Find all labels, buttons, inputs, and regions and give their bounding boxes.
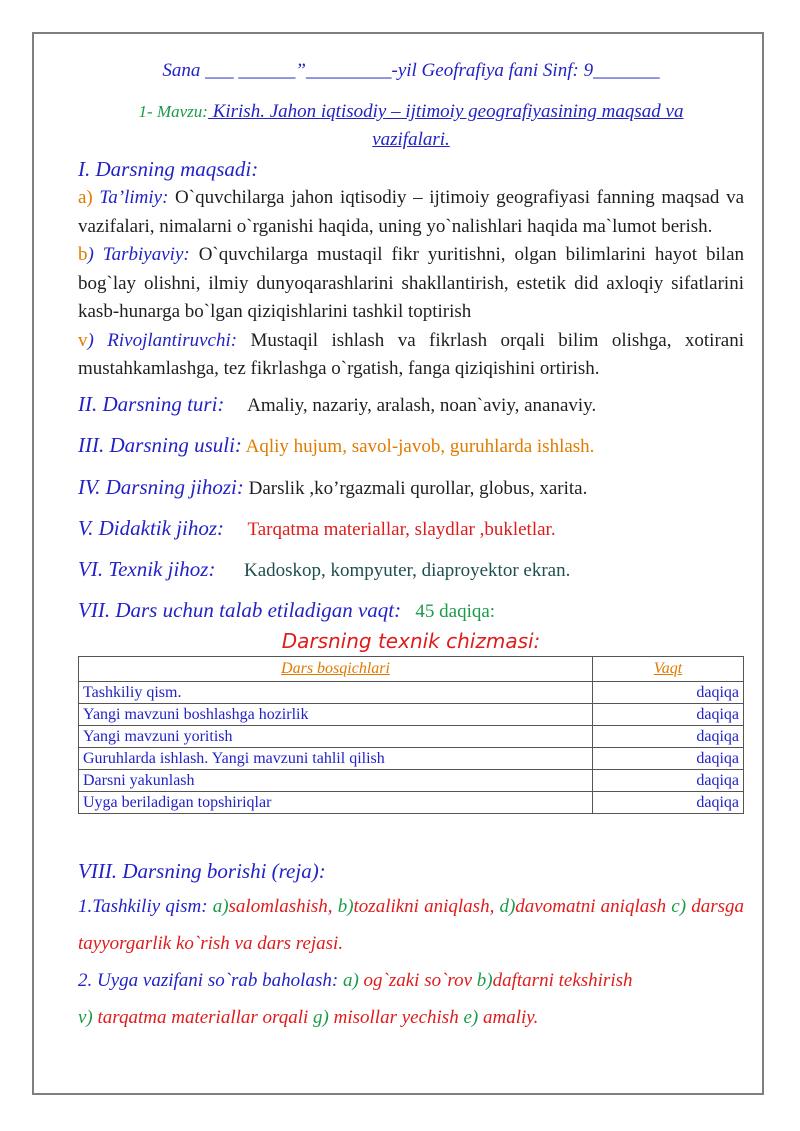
plan-1-lead: 1.Tashkiliy qism: <box>78 895 213 917</box>
plan-item-1 <box>78 888 744 962</box>
borishi-num: VIII. <box>78 858 118 883</box>
table-cell-time: daqiqa <box>593 747 744 769</box>
row-usuli-num: III. <box>78 432 105 457</box>
table-row <box>79 791 744 813</box>
texnik-chizma-table <box>78 656 744 814</box>
table-cell-stage: Darsni yakunlash <box>79 769 593 791</box>
table-row <box>79 681 744 703</box>
row-turi-gap <box>224 395 247 416</box>
topic-prefix: 1- Mavzu: <box>138 102 208 121</box>
table-header-bosqichlari: Dars bosqichlari <box>79 656 593 681</box>
table-row <box>79 769 744 791</box>
table-cell-stage: Guruhlarda ishlash. Yangi mavzuni tahlil qilish <box>79 747 593 769</box>
table-cell-time: daqiqa <box>593 681 744 703</box>
table-header-row <box>79 656 744 681</box>
plan-3-v-letter: v) <box>78 1006 93 1028</box>
table-row <box>79 725 744 747</box>
row-texnik <box>78 555 744 585</box>
plan-1-c-letter: c) <box>671 895 687 917</box>
plan-3-g-text: misollar yechish <box>328 1006 464 1028</box>
maqsad-heading <box>78 154 744 184</box>
row-turi-num: II. <box>78 391 98 416</box>
row-jihozi <box>78 473 744 503</box>
maqsad-v-label: ) Rivojlantiruvchi: <box>87 329 238 351</box>
table-cell-stage: Yangi mavzuni yoritish <box>79 725 593 747</box>
table-row <box>79 747 744 769</box>
maqsad-num: I. <box>78 157 91 181</box>
row-jihozi-value: Darslik ,ko’rgazmali qurollar, globus, xarita. <box>248 477 588 499</box>
plan-2-lead: 2. Uyga vazifani so`rab baholash: <box>78 969 343 991</box>
row-didaktik-gap <box>224 519 247 540</box>
plan-3-g-letter: g) <box>313 1006 329 1028</box>
plan-item-2 <box>78 962 744 999</box>
plan-2-a-text: og`zaki so`rov <box>358 969 477 991</box>
maqsad-b-label: ) Tarbiyaviy: <box>87 244 190 265</box>
row-jihozi-num: IV. <box>78 474 101 499</box>
row-texnik-label: Texnik jihoz: <box>103 556 216 581</box>
row-turi-label: Darsning turi: <box>97 391 225 416</box>
row-vaqt-num: VII. <box>78 597 111 622</box>
plan-1-b-text: tozalikni aniqlash, <box>353 895 500 917</box>
row-texnik-value: Kadoskop, kompyuter, diaproyektor ekran. <box>243 559 571 581</box>
table-header-vaqt: Vaqt <box>593 656 744 681</box>
plan-1-c-text: darsga tayyorgarlik ko`rish va dars rejasi. <box>78 895 744 954</box>
row-didaktik <box>78 514 744 544</box>
plan-3-e-letter: e) <box>463 1006 479 1028</box>
maqsad-b-text: O`quvchilarga mustaqil fikr yuritishni, olgan bilimlarini hayot bilan bog`lay olishni, ilmiy dunyoqarashlarini shakllantirish, estetik did axloqiy sifatlarini kasb-hunarga bo`lgan qiziqishlarini tashkil toptirish <box>78 244 745 322</box>
maqsad-v-text: Mustaqil ishlash va fikrlash orqali bilim olishga, xotirani mustahkamlashga, tez fikrlashga o`rgatish, fanga qiziqishini ortirish. <box>78 329 744 379</box>
chizma-title: Darsning texnik chizmasi: <box>281 628 541 653</box>
table-cell-stage: Uyga beriladigan topshiriqlar <box>79 791 593 813</box>
table-cell-time: daqiqa <box>593 769 744 791</box>
document-content <box>78 58 744 1036</box>
plan-1-a-letter: a) <box>212 895 229 917</box>
row-vaqt-value: 45 daqiqa: <box>415 600 496 622</box>
table-row <box>79 703 744 725</box>
table-cell-time: daqiqa <box>593 725 744 747</box>
plan-3-v-text: tarqatma materiallar orqali <box>92 1006 314 1028</box>
plan-1-b-letter: b) <box>337 895 354 917</box>
row-vaqt-gap <box>401 601 415 622</box>
row-didaktik-label: Didaktik jihoz: <box>93 515 225 540</box>
row-didaktik-value: Tarqatma materiallar, slaydlar ,bukletlar. <box>247 518 556 540</box>
topic-title-1: Kirish. Jahon iqtisodiy – ijtimoiy geografiyasining maqsad va <box>207 101 684 122</box>
plan-2-b-letter: b) <box>476 969 493 991</box>
plan-1-d-text: davomatni aniqlash <box>515 895 672 917</box>
row-usuli-label: Darsning usuli: <box>104 432 242 457</box>
maqsad-title: Darsning maqsadi: <box>90 157 259 181</box>
row-vaqt-label: Dars uchun talab etiladigan vaqt: <box>110 597 402 622</box>
borishi-title: Darsning borishi (reja): <box>117 858 326 883</box>
maqsad-a-label: Ta’limiy: <box>92 187 169 208</box>
plan-3-e-text: amaliy. <box>478 1006 539 1028</box>
row-turi-value: Amaliy, nazariy, aralash, noan`aviy, ananaviy. <box>247 394 597 416</box>
table-cell-stage: Tashkiliy qism. <box>79 681 593 703</box>
row-jihozi-label: Darsning jihozi: <box>100 474 244 499</box>
row-usuli <box>78 431 744 461</box>
row-turi <box>78 390 744 420</box>
row-didaktik-num: V. <box>78 515 94 540</box>
table-cell-time: daqiqa <box>593 703 744 725</box>
maqsad-b <box>78 241 744 327</box>
borishi-heading <box>78 856 744 886</box>
row-vaqt <box>78 596 744 626</box>
table-cell-stage: Yangi mavzuni boshlashga hozirlik <box>79 703 593 725</box>
plan-2-b-text: daftarni tekshirish <box>492 969 633 991</box>
row-usuli-value: Aqliy hujum, savol-javob, guruhlarda ishlash. <box>245 435 595 457</box>
plan-item-3 <box>78 999 744 1036</box>
document-page <box>32 32 764 1095</box>
maqsad-a-letter: a) <box>78 187 93 208</box>
plan-1-d-letter: d) <box>499 895 516 917</box>
topic-heading <box>78 98 744 154</box>
plan-1-a-text: salomlashish, <box>228 895 338 917</box>
date-header: Sana ___ ______”_________-yil Geofrafiya fani Sinf: 9_______ <box>162 60 660 81</box>
maqsad-b-letter: b <box>78 244 88 265</box>
row-texnik-gap <box>215 560 244 581</box>
maqsad-a <box>78 184 744 241</box>
maqsad-a-text: O`quvchilarga jahon iqtisodiy – ijtimoiy geografiyasi fanning maqsad va vazifalari, nimalarni o`rganishi haqida, uning yo`nalishlari haqida ma`lumot berish. <box>78 187 744 237</box>
maqsad-v <box>78 327 744 384</box>
row-texnik-num: VI. <box>78 556 104 581</box>
table-cell-time: daqiqa <box>593 791 744 813</box>
plan-2-a-letter: a) <box>342 969 359 991</box>
maqsad-v-letter: v <box>78 329 88 351</box>
topic-title-2: vazifalari. <box>372 129 450 150</box>
